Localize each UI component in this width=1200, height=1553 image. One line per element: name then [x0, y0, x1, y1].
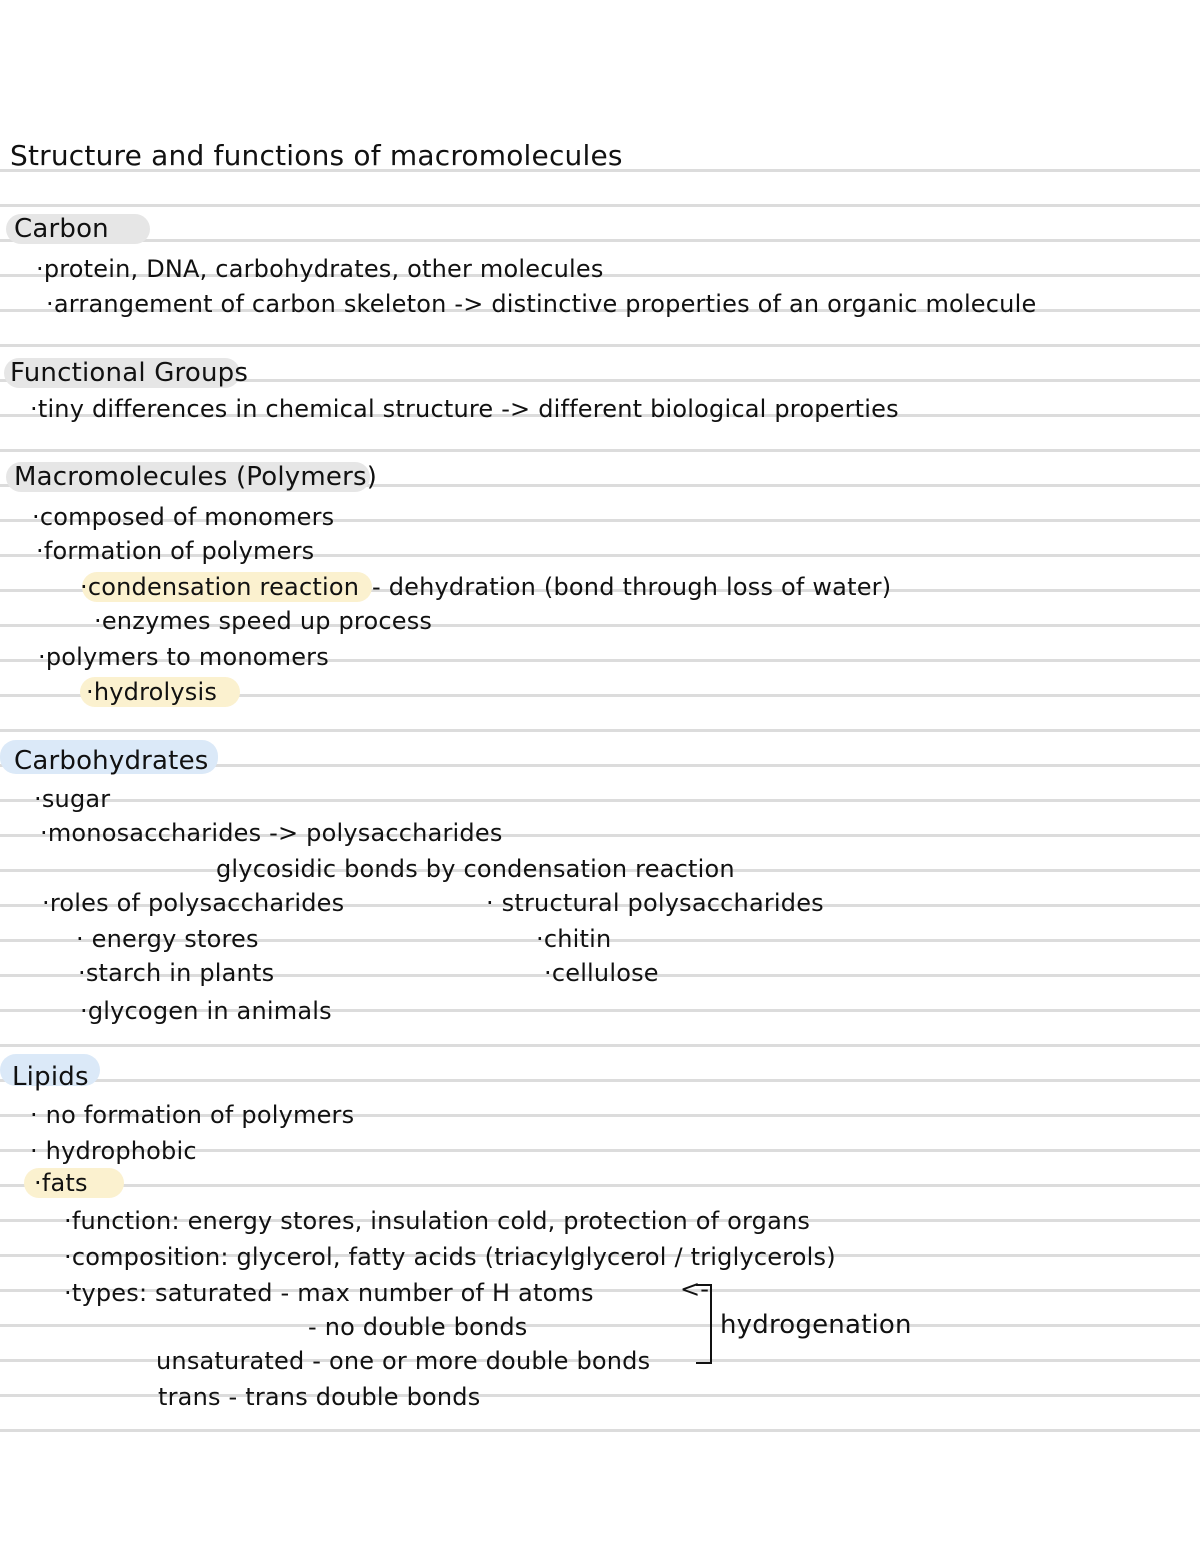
carbon-line-1: ·protein, DNA, carbohydrates, other molecules — [36, 255, 604, 283]
macromolecules-heading: Macromolecules (Polymers) — [14, 462, 378, 492]
carbohydrates-energy: · energy stores — [76, 925, 259, 953]
condensation-term: ·condensation reaction — [80, 573, 360, 601]
enzymes-line: ·enzymes speed up process — [94, 607, 433, 635]
carbon-heading: Carbon — [14, 214, 109, 244]
macromolecules-composed: ·composed of monomers — [32, 503, 335, 531]
hydrogenation-label: hydrogenation — [720, 1310, 912, 1340]
hydrogenation-bracket — [696, 1284, 712, 1364]
carbohydrates-glycogen: ·glycogen in animals — [80, 997, 332, 1025]
lipids-no-double: - no double bonds — [308, 1313, 528, 1341]
carbohydrates-mono-poly: ·monosaccharides -> polysaccharides — [40, 819, 503, 847]
functional-groups-heading: Functional Groups — [10, 358, 249, 388]
carbohydrates-sugar: ·sugar — [34, 785, 111, 813]
carbohydrates-heading: Carbohydrates — [14, 746, 209, 776]
lipids-heading: Lipids — [12, 1062, 89, 1092]
lipids-unsaturated: unsaturated - one or more double bonds — [156, 1347, 651, 1375]
carbohydrates-roles: ·roles of polysaccharides — [42, 889, 345, 917]
lipids-hydrophobic: · hydrophobic — [30, 1137, 197, 1165]
carbon-line-2: ·arrangement of carbon skeleton -> distinctive properties of an organic molecule — [46, 290, 1037, 318]
lipids-function: ·function: energy stores, insulation cold, protection of organs — [64, 1207, 811, 1235]
functional-groups-line-1: ·tiny differences in chemical structure -> different biological properties — [30, 395, 899, 423]
hydrolysis-line: ·hydrolysis — [86, 678, 218, 706]
macromolecules-formation: ·formation of polymers — [36, 537, 315, 565]
lipids-fats: ·fats — [34, 1169, 88, 1197]
carbohydrates-structural: · structural polysaccharides — [486, 889, 824, 917]
lipids-types-saturated: ·types: saturated - max number of H atoms — [64, 1279, 594, 1307]
polymers-to-monomers: ·polymers to monomers — [38, 643, 329, 671]
lipids-no-polymers: · no formation of polymers — [30, 1101, 355, 1129]
lipids-composition: ·composition: glycerol, fatty acids (triacylglycerol / triglycerols) — [64, 1243, 836, 1271]
carbohydrates-cellulose: ·cellulose — [544, 959, 659, 987]
condensation-rest: - dehydration (bond through loss of water) — [372, 573, 892, 601]
carbohydrates-chitin: ·chitin — [536, 925, 612, 953]
hydrogenation-arrow: <- — [680, 1275, 710, 1303]
lipids-trans: trans - trans double bonds — [158, 1383, 481, 1411]
carbohydrates-glycosidic: glycosidic bonds by condensation reaction — [216, 855, 735, 883]
carbohydrates-starch: ·starch in plants — [78, 959, 275, 987]
page-title: Structure and functions of macromolecules — [10, 139, 623, 172]
